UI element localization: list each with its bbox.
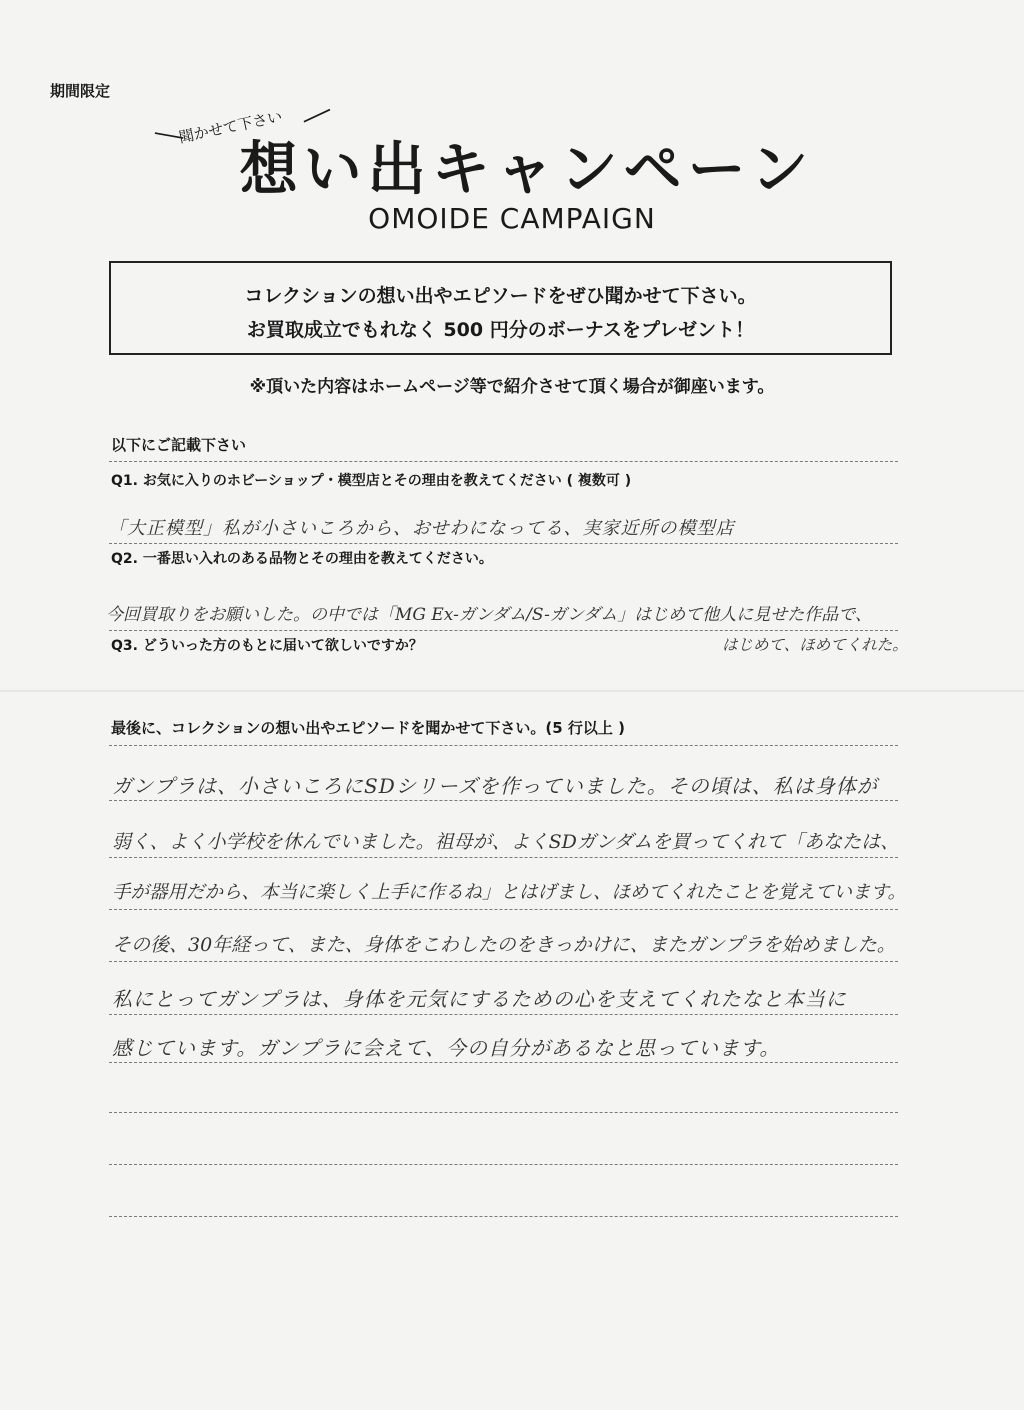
question-1-label: Q1. お気に入りのホビーショップ・模型店とその理由を教えてください ( 複数可 ) <box>111 473 632 489</box>
slash-left-icon: ＼ <box>153 120 187 154</box>
dotted-line <box>109 1164 898 1165</box>
question-1-answer[interactable]: 「大正模型」私が小さいころから、おせわになってる、実家近所の模型店 <box>108 518 735 539</box>
question-3-label: Q3. どういった方のもとに届いて欲しいですか？ <box>111 638 423 654</box>
story-line-5[interactable]: 私にとってガンプラは、身体を元気にするための心を支えてくれたなと本当に <box>112 987 847 1011</box>
campaign-title: 想い出キャンペーン <box>239 135 815 203</box>
paper-fold-line <box>0 690 1024 692</box>
story-line-1[interactable]: ガンプラは、小さいころにSDシリーズを作っていました。その頃は、私は身体が <box>112 774 878 798</box>
story-line-2[interactable]: 弱く、よく小学校を休んでいました。祖母が、よくSDガンダムを買ってくれて「あなたは、 <box>112 831 900 853</box>
final-section-title: 最後に、コレクションの想い出やエピソードを聞かせて下さい。(5 行以上 ) <box>111 719 625 737</box>
section-title: 以下にご記載下さい <box>111 436 247 454</box>
question-2-answer-line-2[interactable]: はじめて、ほめてくれた。 <box>722 636 908 654</box>
question-2-label: Q2. 一番思い入れのある品物とその理由を教えてください。 <box>111 551 493 567</box>
limited-time-label: 期間限定 <box>50 82 111 100</box>
subtitle: 聞かせて下さい <box>177 107 284 147</box>
dotted-line <box>109 543 898 544</box>
campaign-title-en: OMOIDE CAMPAIGN <box>368 202 656 235</box>
story-line-3[interactable]: 手が器用だから、本当に楽しく上手に作るね」とはげまし、ほめてくれたことを覚えています。 <box>112 882 907 903</box>
campaign-info-box <box>109 261 892 355</box>
disclaimer-note: ※頂いた内容はホームページ等で紹介させて頂く場合が御座います。 <box>249 377 775 397</box>
dotted-line <box>109 961 898 962</box>
question-2-answer-line-1[interactable]: 今回買取りをお願いした。の中では「MG Ex-ガンダム/S-ガンダム」はじめて他人に見せた作品で、 <box>106 605 872 625</box>
dotted-line <box>109 461 898 462</box>
dotted-line <box>109 1014 898 1015</box>
box-line-1: コレクションの想い出やエピソードをぜひ聞かせて下さい。 <box>244 285 757 307</box>
dotted-line <box>109 1062 898 1063</box>
dotted-line <box>109 745 898 746</box>
slash-right-icon: ／ <box>301 101 331 133</box>
dotted-line <box>109 1216 898 1217</box>
box-line-2: お買取成立でもれなく 500 円分のボーナスをプレゼント！ <box>246 319 755 341</box>
dotted-line <box>109 800 898 801</box>
dotted-line <box>109 857 898 858</box>
dotted-line <box>109 630 898 631</box>
dotted-line <box>109 909 898 910</box>
dotted-line <box>109 1112 898 1113</box>
story-line-6[interactable]: 感じています。ガンプラに会えて、今の自分があるなと思っています。 <box>112 1036 781 1060</box>
story-line-4[interactable]: その後、30年経って、また、身体をこわしたのをきっかけに、またガンプラを始めました。 <box>112 934 896 956</box>
